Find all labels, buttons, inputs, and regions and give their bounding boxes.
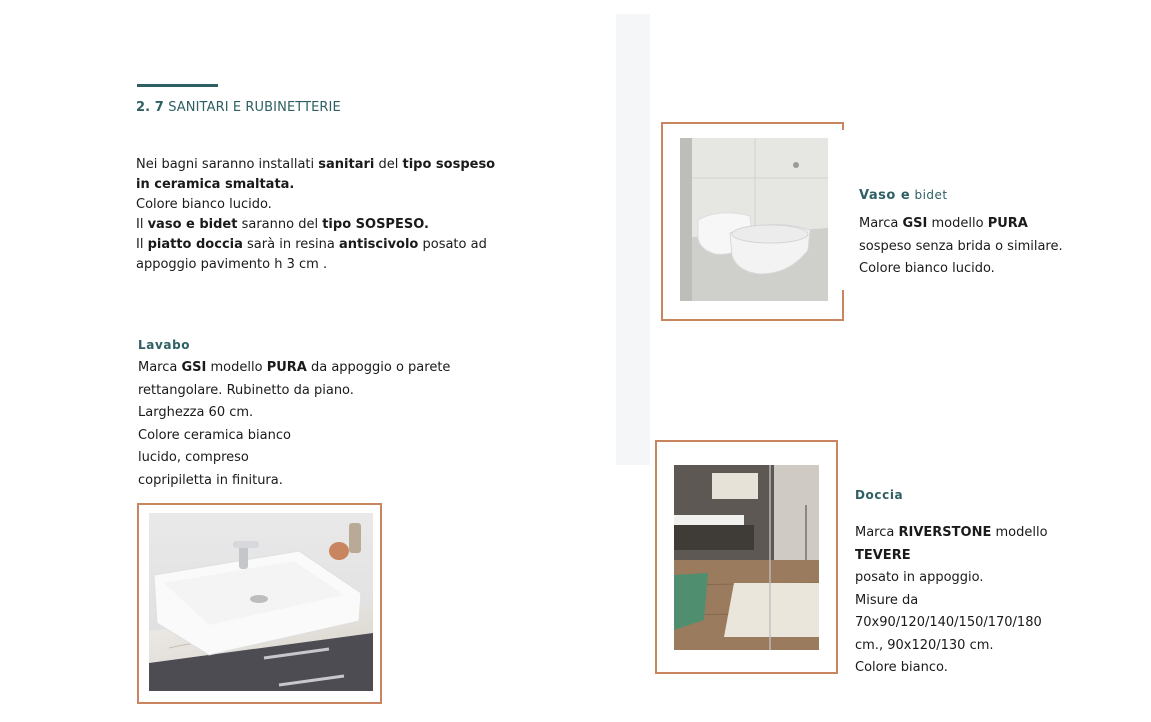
intro-paragraph: [136, 155, 496, 275]
lavabo-description: [138, 357, 468, 492]
intro-line-6: appoggio pavimento h 3 cm .: [136, 257, 328, 272]
intro-line-1: Nei bagni saranno installati sanitari del tipo sospeso: [136, 157, 496, 172]
vaso-line-1: Marca GSI modello PURA: [859, 216, 1028, 231]
vaso-heading: Vaso e bidet: [859, 188, 948, 203]
doccia-line-5: Colore bianco.: [855, 660, 948, 675]
doccia-line-2: posato in appoggio.: [855, 570, 984, 585]
vaso-description: [859, 213, 1089, 281]
intro-line-2: in ceramica smaltata.: [136, 177, 295, 192]
section-title: [136, 100, 341, 115]
section-accent-line: [137, 84, 218, 87]
vaso-line-3: Colore bianco lucido.: [859, 261, 995, 276]
lavabo-line-1: Marca GSI modello PURA da appoggio o parete: [138, 360, 451, 375]
vaso-line-2: sospeso senza brida o similare.: [859, 238, 1063, 254]
vaso-frame-right-bottom: [842, 290, 844, 321]
doccia-line-4: cm., 90x120/130 cm.: [855, 637, 994, 653]
background-band: [616, 14, 650, 465]
doccia-line-3: Misure da 70x90/120/140/150/170/180: [855, 592, 1042, 630]
lavabo-line-6: copripiletta in finitura.: [138, 472, 283, 488]
doccia-heading: Doccia: [855, 488, 904, 502]
lavabo-line-5: lucido, compreso: [138, 450, 249, 465]
doccia-photo: [674, 465, 819, 650]
lavabo-line-2: rettangolare. Rubinetto da piano.: [138, 382, 354, 398]
intro-line-4: Il vaso e bidet saranno del tipo SOSPESO.: [136, 217, 429, 232]
vaso-frame-right-top: [842, 122, 844, 130]
lavabo-heading: Lavabo: [138, 338, 191, 352]
lavabo-line-4: Colore ceramica bianco: [138, 427, 291, 443]
intro-line-3: Colore bianco lucido.: [136, 197, 272, 212]
lavabo-photo: [149, 513, 373, 691]
lavabo-line-3: Larghezza 60 cm.: [138, 405, 254, 420]
section-title-text: SANITARI E RUBINETTERIE: [168, 100, 341, 115]
vaso-photo: [680, 138, 828, 301]
intro-line-5: Il piatto doccia sarà in resina antiscivolo posato ad: [136, 237, 487, 252]
doccia-description: [855, 522, 1105, 680]
section-number: 2. 7: [136, 100, 164, 115]
doccia-line-1: Marca RIVERSTONE modello TEVERE: [855, 525, 1048, 563]
